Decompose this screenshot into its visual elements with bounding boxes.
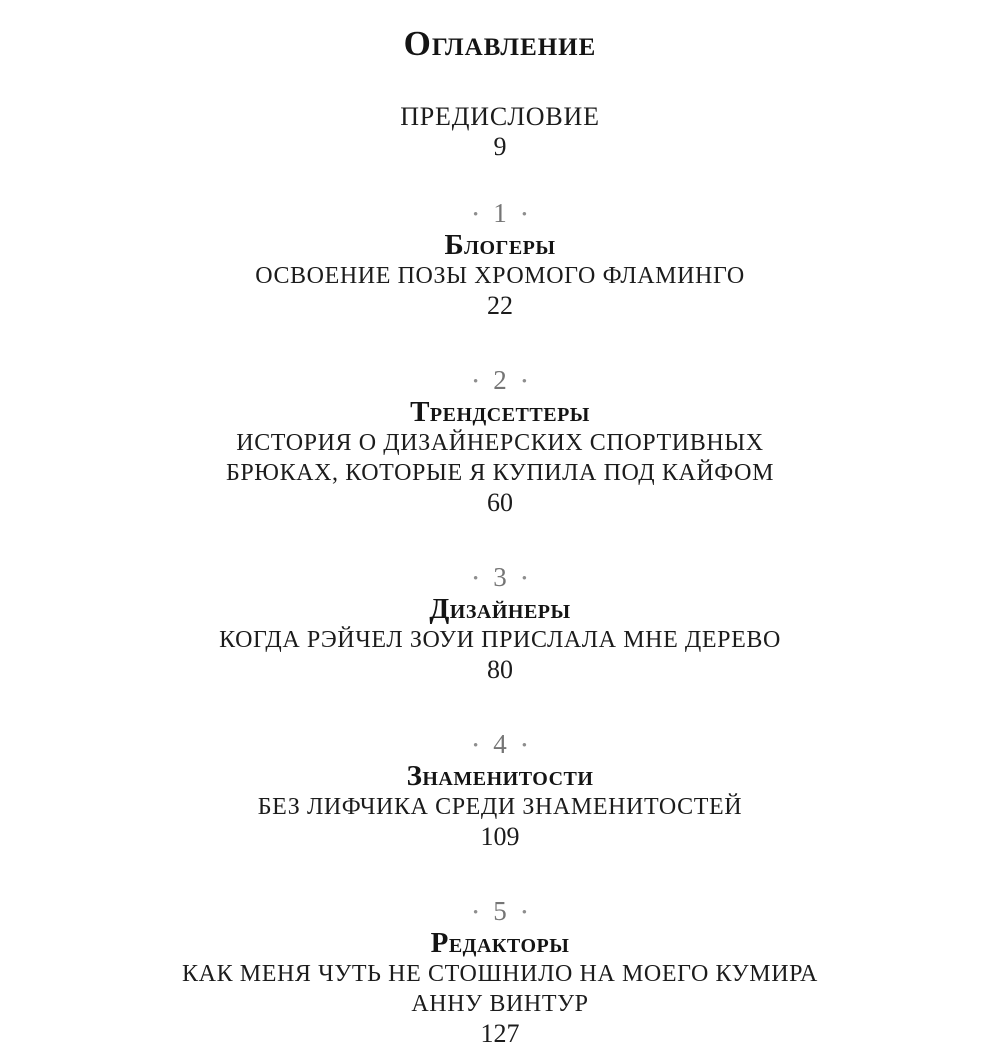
chapter-category: Знаменитости (406, 760, 594, 792)
bullet-icon: • (472, 571, 479, 587)
chapter-title-line: БЕЗ ЛИФЧИКА СРЕДИ ЗНАМЕНИТОСТЕЙ (257, 794, 743, 820)
chapter-title-line: АННУ ВИНТУР (411, 991, 589, 1017)
toc-entry-chapter-5 (0, 896, 1000, 1049)
chapter-number-line (0, 729, 1000, 761)
chapter-page-number: 60 (487, 488, 513, 517)
toc-entry-chapter-4 (0, 729, 1000, 852)
chapter-page-number: 127 (480, 1019, 520, 1048)
chapter-number: 3 (493, 562, 507, 592)
chapter-category: Трендсеттеры (410, 396, 590, 428)
chapter-number-line (0, 562, 1000, 594)
chapter-category: Дизайнеры (429, 593, 571, 625)
chapter-page-number: 109 (480, 822, 520, 851)
chapter-number: 5 (493, 896, 507, 926)
bullet-icon: • (472, 905, 479, 921)
page-title: Оглавление (403, 24, 597, 63)
chapter-number-line (0, 896, 1000, 928)
preface-page-number: 9 (493, 132, 507, 161)
chapter-page-number: 80 (487, 655, 513, 684)
chapter-category: Блогеры (444, 229, 556, 261)
toc-entry-chapter-2 (0, 365, 1000, 518)
chapter-title-line: КАК МЕНЯ ЧУТЬ НЕ СТОШНИЛО НА МОЕГО КУМИРА (182, 961, 818, 987)
chapter-category: Редакторы (430, 927, 570, 959)
chapter-number: 4 (493, 729, 507, 759)
chapter-number-line (0, 198, 1000, 230)
bullet-icon: • (521, 207, 528, 223)
chapter-number-line (0, 365, 1000, 397)
bullet-icon: • (472, 738, 479, 754)
toc-entry-preface (0, 102, 1000, 162)
preface-label: ПРЕДИСЛОВИЕ (400, 102, 600, 131)
chapter-title-line: БРЮКАХ, КОТОРЫЕ Я КУПИЛА ПОД КАЙФОМ (225, 460, 775, 486)
bullet-icon: • (521, 374, 528, 390)
chapter-page-number: 22 (487, 291, 513, 320)
bullet-icon: • (472, 207, 479, 223)
bullet-icon: • (521, 571, 528, 587)
bullet-icon: • (521, 905, 528, 921)
chapter-number: 1 (493, 198, 507, 228)
bullet-icon: • (472, 374, 479, 390)
toc-entry-chapter-3 (0, 562, 1000, 685)
chapter-number: 2 (493, 365, 507, 395)
chapter-title-line: ОСВОЕНИЕ ПОЗЫ ХРОМОГО ФЛАМИНГО (255, 263, 745, 289)
chapter-title-line: КОГДА РЭЙЧЕЛ ЗОУИ ПРИСЛАЛА МНЕ ДЕРЕВО (219, 627, 781, 653)
toc-entry-chapter-1 (0, 198, 1000, 321)
bullet-icon: • (521, 738, 528, 754)
chapter-title-line: ИСТОРИЯ О ДИЗАЙНЕРСКИХ СПОРТИВНЫХ (236, 430, 764, 456)
